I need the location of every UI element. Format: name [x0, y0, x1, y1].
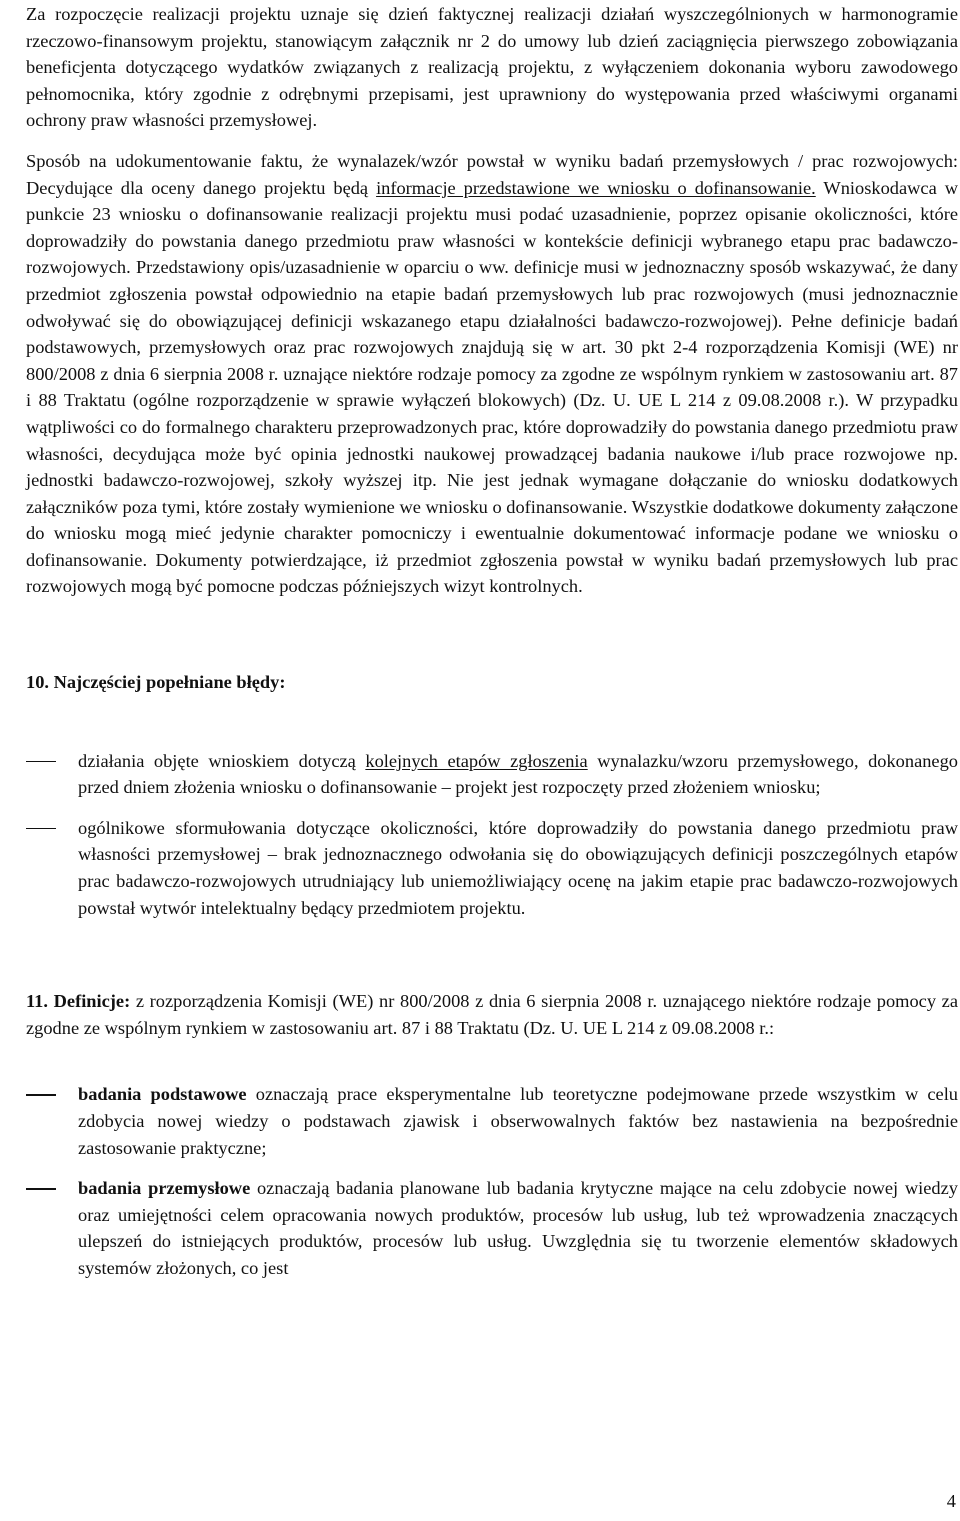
- paragraph-documentation-text-1: Sposób na udokumentowanie faktu, że wynalazek/wzór powstał w wyniku badań przemysłowych / prac rozwojowych: Decydujące dla oceny danego projektu będą: [26, 150, 958, 198]
- dash-bullet-icon: [26, 1188, 56, 1189]
- error-item-1-text-after: wynalazku/wzoru przemysłowego, dokonanego przed dniem złożenia wniosku o dofinansowanie – projekt jest rozpoczęty przed złożeniem wniosku;: [78, 750, 958, 798]
- section-10-heading: 10. Najczęściej popełniane błędy:: [26, 672, 286, 693]
- paragraph-project-start: Za rozpoczęcie realizacji projektu uznaje się dzień faktycznej realizacji działań wyszczególnionych w harmonogramie rzeczowo-finansowym projektu, stanowiącym załącznik nr 2 do umowy lub dzień zaciągnięcia pierwszego zobowiązania beneficjenta dotyczącego wydatków związanych z realizacją projektu, z wyłączeniem dokonania wyboru zawodowego pełnomocnika, który zgodnie z odrębnymi przepisami, jest uprawniony do występowania przed właściwymi organami ochrony praw własności przemysłowej.: [26, 4, 958, 131]
- list-item: [26, 1175, 958, 1281]
- paragraph-documentation-method: [26, 148, 958, 600]
- dash-bullet-icon: [26, 828, 56, 829]
- list-item: [26, 815, 958, 921]
- definitions-list: [26, 1081, 958, 1281]
- section-11-definitions: [26, 988, 958, 1041]
- dash-bullet-icon: [26, 761, 56, 762]
- definition-term: badania przemysłowe: [78, 1178, 251, 1199]
- section-11-intro: z rozporządzenia Komisji (WE) nr 800/2008 z dnia 6 sierpnia 2008 r. uznającego niektóre rodzaje pomocy za zgodne ze wspólnym rynkiem w zastosowaniu art. 87 i 88 Traktatu (Dz. U. UE L 214 z 09.08.2008 r.:: [26, 991, 958, 1038]
- error-item-1-text-before: działania objęte wnioskiem dotyczą: [78, 750, 366, 771]
- error-item-1-underlined: kolejnych etapów zgłoszenia: [365, 750, 588, 771]
- list-item: [26, 1081, 958, 1161]
- document-page: [26, 0, 958, 1282]
- definition-text: oznaczają prace eksperymentalne lub teoretyczne podejmowane przede wszystkim w celu zdobycia nowej wiedzy o podstawach zjawisk i obserwowalnych faktów bez nastawienia na bezpośrednie zastosowanie praktyczne;: [78, 1084, 959, 1158]
- dash-bullet-icon: [26, 1094, 56, 1095]
- common-errors-list: [26, 748, 958, 922]
- page-number: 4: [946, 1491, 956, 1512]
- definition-text: oznaczają badania planowane lub badania krytyczne mające na celu zdobycie nowej wiedzy oraz umiejętności celem opracowania nowych produktów, procesów lub usług, lub też wprowadzenia znaczących ulepszeń do istniejących produktów, procesów lub usług. Uwzględnia się tu tworzenie elementów składowych systemów złożonych, co jest: [78, 1178, 958, 1278]
- paragraph-documentation-underlined: informacje przedstawione we wniosku o dofinansowanie.: [376, 177, 816, 198]
- section-11-heading: 11. Definicje:: [26, 991, 131, 1012]
- definition-term: badania podstawowe: [78, 1084, 247, 1105]
- paragraph-documentation-text-2: Wnioskodawca w punkcie 23 wniosku o dofinansowanie realizacji projektu musi podać uzasadnienie, poprzez opisanie okoliczności, które doprowadziły do powstania danego przedmiotu praw własności w kontekście definicji wybranego etapu prac badawczo-rozwojowych. Przedstawiony opis/uzasadnienie w oparciu o ww. definicje musi w jednoznaczny sposób wskazywać, że dany przedmiot zgłoszenia powstał odpowiednio na etapie badań przemysłowych lub prac rozwojowych (musi jednoznacznie odwoływać się do obowiązującej definicji wskazanego etapu działalności badawczo-rozwojowej). Pełne definicje badań podstawowych, przemysłowych oraz prac rozwojowych znajdują się w art. 30 pkt 2-4 rozporządzenia Komisji (WE) nr 800/2008 z dnia 6 sierpnia 2008 r. uznające niektóre rodzaje pomocy za zgodne ze wspólnym rynkiem w zastosowaniu art. 87 i 88 Traktatu (ogólne rozporządzenie w sprawie wyłączeń blokowych) (Dz. U. UE L 214 z 09.08.2008 r.). W przypadku wątpliwości co do formalnego charakteru przeprowadzonych prac, które doprowadziły do powstania danego przedmiotu praw własności, decydująca może być opinia jednostki naukowej prowadzącej badania naukowe i/lub prace rozwojowe np. jednostki badawczo-rozwojowej, szkoły wyższej itp. Nie jest jednak wymagane dołączanie do wniosku dodatkowych załączników poza tymi, które zostały wymienione we wniosku o dofinansowanie. Wszystkie dodatkowe dokumenty załączone do wniosku mogą mieć jedynie charakter pomocniczy i ewentualnie dokumentować informacje podane we wniosku o dofinansowanie. Dokumenty potwierdzające, iż przedmiot zgłoszenia powstał w wyniku badań przemysłowych lub prac rozwojowych mogą być pomocne podczas późniejszych wizyt kontrolnych.: [26, 177, 958, 597]
- error-item-2-text: ogólnikowe sformułowania dotyczące okoliczności, które doprowadziły do powstania danego przedmiotu praw własności przemysłowej – brak jednoznacznego odwołania się do obowiązujących definicji poszczególnych etapów prac badawczo-rozwojowych utrudniający lub uniemożliwiający ocenę na jakim etapie prac badawczo-rozwojowych powstał wytwór intelektualny będący przedmiotem projektu.: [78, 817, 958, 918]
- list-item: [26, 748, 958, 801]
